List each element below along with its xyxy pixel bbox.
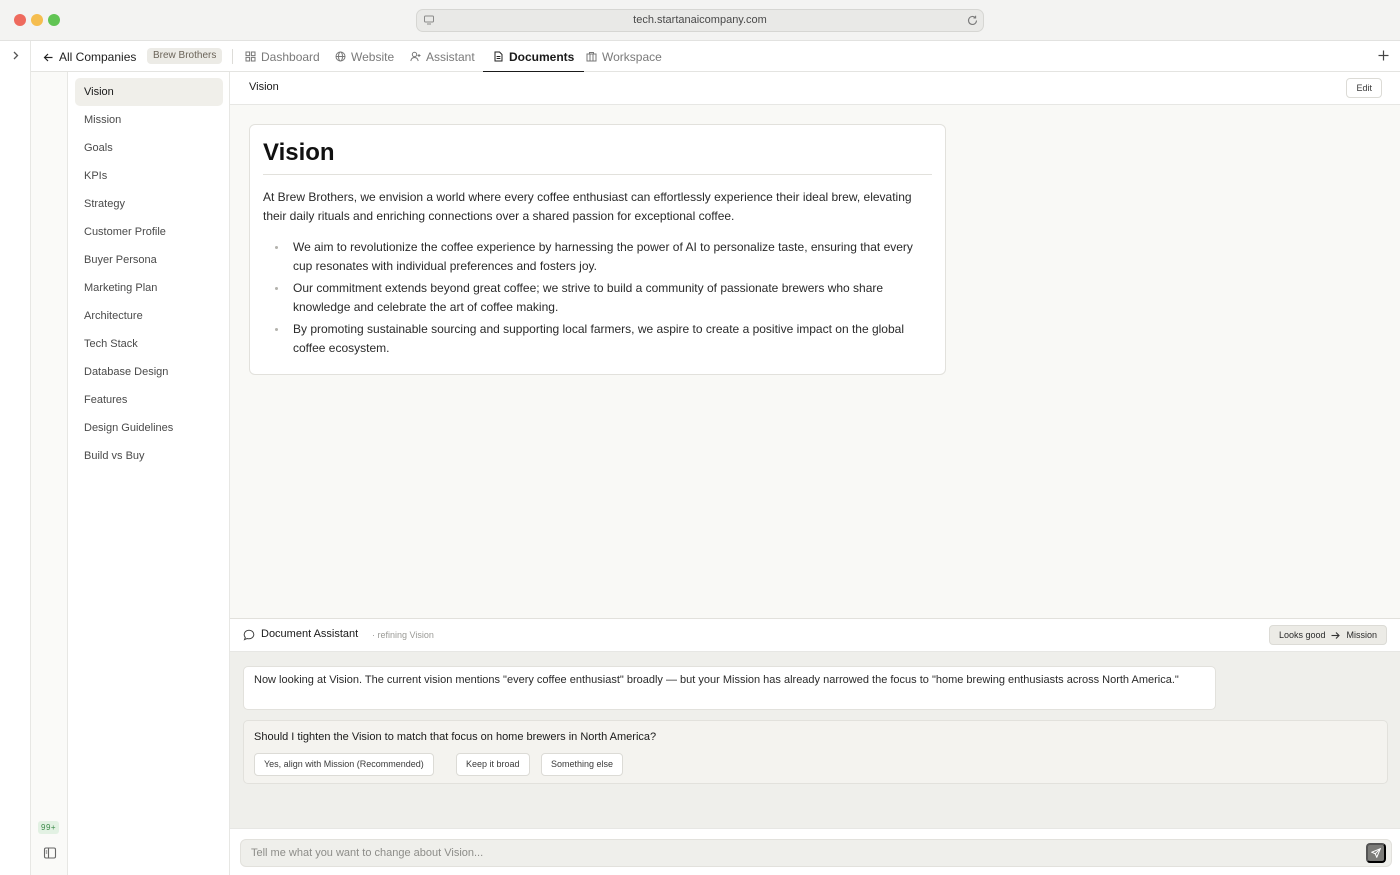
assistant-message: Now looking at Vision. The current vision mentions "every coffee enthusiast" broadly — but your Mission has already narrowed the focus to "home brewing enthusiasts across North America.": [243, 666, 1216, 710]
sidebar-item-database-design[interactable]: Database Design: [84, 366, 169, 378]
url-text: tech.startanaicompany.com: [633, 14, 767, 26]
assistant-question-card: [243, 720, 1388, 784]
chat-bubble-icon: [243, 629, 255, 641]
document-bullet: We aim to revolutionize the coffee experience by harnessing the power of AI to personalize taste, ensuring that every cup resonates with individual preferences and fosters joy.: [293, 238, 932, 276]
document-bullet: By promoting sustainable sourcing and supporting local farmers, we aspire to create a positive impact on the global coffee ecosystem.: [293, 320, 932, 358]
tab-assistant[interactable]: [410, 41, 475, 72]
sidebar-item-features[interactable]: Features: [84, 394, 128, 406]
tab-label: Dashboard: [261, 49, 320, 64]
sidebar-item-vision[interactable]: Vision: [75, 78, 223, 106]
document-bullets: [263, 238, 932, 358]
sidebar-item-kpis[interactable]: KPIs: [84, 170, 108, 182]
sidebar-item-customer-profile[interactable]: Customer Profile: [84, 226, 166, 238]
maximize-window-button[interactable]: [48, 14, 60, 26]
option-align-with-mission-button[interactable]: Yes, align with Mission (Recommended): [254, 753, 434, 776]
plus-icon[interactable]: [1377, 49, 1390, 62]
reload-icon[interactable]: [966, 14, 979, 27]
tab-label: Website: [351, 49, 395, 64]
close-window-button[interactable]: [14, 14, 26, 26]
documents-sidebar: [68, 72, 230, 875]
assistant-chat-input[interactable]: [240, 839, 1392, 867]
tab-website[interactable]: [335, 41, 394, 72]
document-assistant-panel: [230, 618, 1400, 828]
back-to-companies-link[interactable]: [43, 49, 136, 65]
user-plus-icon: [410, 51, 421, 62]
document-card: [249, 124, 946, 375]
back-label: All Companies: [59, 50, 137, 64]
app-side-panel: [31, 41, 68, 875]
next-document-label: Mission: [1346, 630, 1377, 640]
building-icon: [586, 51, 597, 62]
arrow-right-icon: [1331, 631, 1340, 640]
assistant-title: Document Assistant: [261, 628, 359, 640]
arrow-left-icon: [43, 52, 54, 63]
sidebar-item-buyer-persona[interactable]: Buyer Persona: [84, 254, 157, 266]
assistant-header: [230, 619, 1400, 652]
document-breadcrumb: Vision: [249, 81, 279, 93]
browser-titlebar: [0, 0, 1400, 41]
tab-label: Workspace: [602, 49, 662, 64]
minimize-window-button[interactable]: [31, 14, 43, 26]
sidebar-item-build-vs-buy[interactable]: Build vs Buy: [84, 450, 145, 462]
looks-good-label: Looks good: [1278, 630, 1326, 640]
sidebar-item-design-guidelines[interactable]: Design Guidelines: [84, 422, 174, 434]
nav-divider: [232, 49, 233, 64]
tab-label: Documents: [509, 49, 575, 64]
assistant-input-bar: [230, 828, 1400, 875]
grid-icon: [245, 51, 256, 62]
tab-documents[interactable]: [493, 41, 574, 72]
sidebar-item-marketing-plan[interactable]: Marketing Plan: [84, 282, 158, 294]
notifications-badge[interactable]: 99+: [38, 821, 59, 834]
sidebar-item-mission[interactable]: Mission: [84, 114, 122, 126]
address-bar[interactable]: [416, 9, 984, 32]
sidebar-item-tech-stack[interactable]: Tech Stack: [84, 338, 138, 350]
tab-workspace[interactable]: [586, 41, 662, 72]
option-something-else-button[interactable]: Something else: [541, 753, 623, 776]
assistant-subtitle: · refining Vision: [372, 630, 434, 640]
document-header: [230, 72, 1400, 105]
document-icon: [493, 51, 504, 62]
top-navigation: [31, 41, 1400, 72]
collapsed-sidebar-rail: [0, 41, 31, 875]
tab-dashboard[interactable]: [245, 41, 320, 72]
panel-toggle-icon[interactable]: [43, 846, 57, 860]
sidebar-item-architecture[interactable]: Architecture: [84, 310, 143, 322]
chevron-right-icon[interactable]: [9, 49, 22, 62]
company-badge: Brew Brothers: [147, 48, 222, 64]
document-bullet: Our commitment extends beyond great coffee; we strive to build a community of passionate brewers who share knowledge and celebrate the art of coffee making.: [293, 279, 932, 317]
document-intro: At Brew Brothers, we envision a world where every coffee enthusiast can effortlessly experience their ideal brew, elevating their daily rituals and enriching connections over a shared passion for exceptional coffee.: [263, 190, 912, 223]
edit-button[interactable]: Edit: [1346, 78, 1382, 98]
option-keep-broad-button[interactable]: Keep it broad: [456, 753, 530, 776]
tab-label: Assistant: [426, 49, 475, 64]
sidebar-item-strategy[interactable]: Strategy: [84, 198, 125, 210]
send-icon: [1371, 848, 1381, 858]
globe-icon: [335, 51, 346, 62]
documents-list: [68, 72, 229, 470]
looks-good-next-button[interactable]: [1269, 625, 1387, 645]
sidebar-item-goals[interactable]: Goals: [84, 142, 113, 154]
send-button[interactable]: [1366, 843, 1386, 863]
assistant-question: Should I tighten the Vision to match that focus on home brewers in North America?: [254, 731, 657, 743]
document-title: Vision: [263, 139, 932, 175]
